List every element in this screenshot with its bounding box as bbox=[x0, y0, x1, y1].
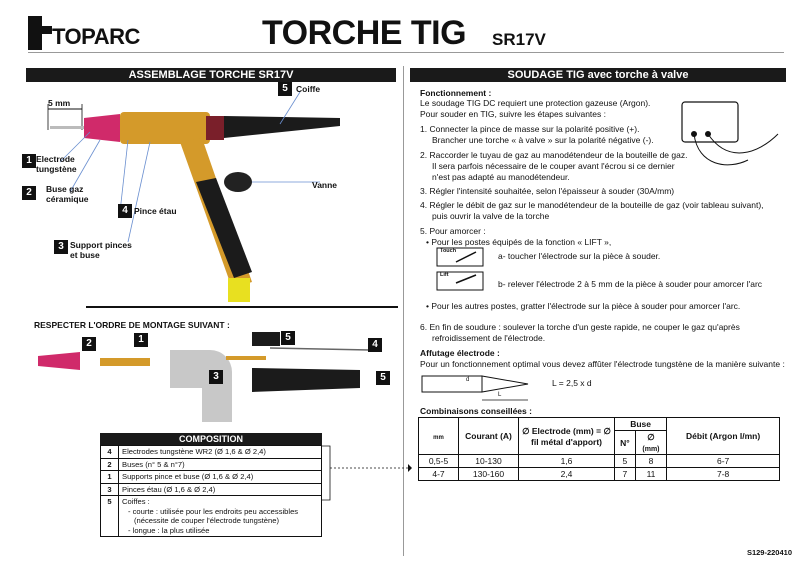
collet-part bbox=[226, 356, 266, 360]
sharpening-formula: L = 2,5 x d bbox=[552, 378, 592, 388]
step-1a: 1. Connecter la pince de masse sur la polarité positive (+). bbox=[420, 124, 640, 134]
brand-name: TOPARC bbox=[52, 24, 140, 49]
page-title: TORCHE TIG bbox=[262, 14, 467, 52]
step-5-other: • Pour les autres postes, gratter l'électrode sur la pièce à souder pour amorcer l'arc. bbox=[426, 301, 741, 311]
left-section-header: ASSEMBLAGE TORCHE SR17V bbox=[26, 68, 396, 82]
number-badge-2: 2 bbox=[22, 186, 36, 200]
nozzle-graphic bbox=[84, 114, 120, 142]
step-2a: 2. Raccorder le tuyau de gaz au manodétendeur de la bouteille de gaz. bbox=[420, 150, 688, 160]
step-5: 5. Pour amorcer : bbox=[420, 226, 486, 236]
number-badge-5: 5 bbox=[278, 82, 292, 96]
table-row: 4-7 130-160 2,4 7 11 7-8 bbox=[419, 468, 780, 481]
functioning-line-2: Pour souder en TIG, suivre les étapes suivantes : bbox=[420, 109, 606, 119]
functioning-title: Fonctionnement : bbox=[420, 88, 492, 98]
composition-table bbox=[100, 445, 322, 537]
short-cap-part bbox=[252, 332, 280, 346]
lift-label: Lift bbox=[440, 272, 449, 278]
dimension-label: 5 mm bbox=[48, 98, 71, 108]
toparc-logo bbox=[28, 16, 140, 50]
order-badge-2: 2 bbox=[82, 337, 96, 351]
order-badge-5b: 5 bbox=[376, 371, 390, 385]
number-badge-1: 1 bbox=[22, 154, 36, 168]
step-4b: puis ouvrir la valve de la torche bbox=[432, 211, 550, 221]
table-row: 4 Electrodes tungstène WR2 (Ø 1,6 & Ø 2,4) bbox=[101, 446, 322, 459]
step-3: 3. Régler l'intensité souhaitée, selon l'épaisseur à souder (30A/mm) bbox=[420, 186, 675, 196]
composition-panel bbox=[100, 433, 322, 537]
step-5-lift: • Pour les postes équipés de la fonction « LIFT », bbox=[426, 237, 612, 247]
order-badge-1: 1 bbox=[134, 333, 148, 347]
sharpening-title: Affutage électrode : bbox=[420, 348, 500, 358]
functioning-line-1: Le soudage TIG DC requiert une protection gazeuse (Argon). bbox=[420, 98, 651, 108]
valve-knob bbox=[224, 172, 252, 192]
step-4a: 4. Régler le débit de gaz sur le manodétendeur de la bouteille de gaz (voir tableau suivant), bbox=[420, 200, 764, 210]
sharpening-text: Pour un fonctionnement optimal vous devez affûter l'électrode tungstène de la manière suivante : bbox=[420, 359, 785, 369]
label-electrode: Electrode tungstène bbox=[36, 154, 77, 174]
nozzle-part bbox=[38, 352, 80, 370]
order-badge-5a: 5 bbox=[281, 331, 295, 345]
right-section-header: SOUDAGE TIG avec torche à valve bbox=[410, 68, 786, 82]
composition-connector bbox=[322, 440, 412, 520]
label-collet-body: Support pinces et buse bbox=[70, 240, 132, 260]
table-row: 2 Buses (n° 5 & n°7) bbox=[101, 458, 322, 471]
step-2c: n'est pas adapté au manodétendeur. bbox=[432, 172, 570, 182]
welder-connection-diagram bbox=[668, 94, 786, 174]
assembly-order-title: RESPECTER L'ORDRE DE MONTAGE SUIVANT : bbox=[34, 320, 230, 330]
torch-head-part bbox=[170, 350, 232, 422]
step-2b: Il sera parfois nécessaire de le couper avant l'écrou si ce dernier bbox=[432, 161, 675, 171]
number-badge-3: 3 bbox=[54, 240, 68, 254]
step-1b: Brancher une torche « à valve » sur la polarité négative (-). bbox=[432, 135, 654, 145]
electrode-part bbox=[270, 348, 370, 350]
col-current: Courant (A) bbox=[459, 418, 519, 455]
col-nozzle: Buse bbox=[615, 418, 667, 431]
order-badge-4: 4 bbox=[368, 338, 382, 352]
label-nozzle: Buse gaz céramique bbox=[46, 184, 89, 204]
table-row: 5 Coiffes : - courte : utilisée pour les endroits peu accessibles (nécessite de couper l'électrode tungstène) - longue : la plus utilisée bbox=[101, 496, 322, 537]
label-cap: Coiffe bbox=[296, 84, 321, 94]
number-badge-4: 4 bbox=[118, 204, 132, 218]
table-header-row: mm Courant (A) ∅ Electrode (mm) = ∅ fil métal d'apport) Buse Débit (Argon l/mn) bbox=[419, 418, 780, 431]
step-5-a: a- toucher l'électrode sur la pièce à souder. bbox=[498, 251, 661, 261]
collet-body-part bbox=[100, 358, 150, 366]
long-cap-part bbox=[252, 368, 360, 392]
combinations-title: Combinaisons conseillées : bbox=[420, 406, 532, 416]
label-collet: Pince étau bbox=[134, 206, 177, 216]
step-6a: 6. En fin de soudure : soulever la torche d'un geste rapide, ne couper le gaz qu'après bbox=[420, 322, 740, 332]
electrode-sharpening-diagram bbox=[420, 370, 540, 406]
table-header-row: N° ∅ (mm) bbox=[419, 431, 780, 455]
table-row: 3 Pinces étau (Ø 1,6 & Ø 2,4) bbox=[101, 483, 322, 496]
col-flow: Débit (Argon l/mn) bbox=[667, 418, 780, 455]
connector-graphic bbox=[228, 278, 250, 302]
electrode-graphic bbox=[50, 126, 86, 129]
combinations-table bbox=[418, 417, 780, 481]
document-reference: S129-220410 bbox=[746, 548, 792, 557]
model-label: SR17V bbox=[492, 30, 546, 49]
step-5-b: b- relever l'électrode 2 à 5 mm de la pièce à souder pour amorcer l'arc bbox=[498, 279, 763, 289]
table-row: 0,5-5 10-130 1,6 5 8 6-7 bbox=[419, 455, 780, 468]
order-badge-3: 3 bbox=[209, 370, 223, 384]
touch-label: Touch bbox=[440, 248, 457, 254]
label-valve: Vanne bbox=[312, 180, 338, 190]
col-electrode: ∅ Electrode (mm) = ∅ fil métal d'apport) bbox=[519, 418, 615, 455]
composition-header: COMPOSITION bbox=[100, 433, 322, 445]
cap-graphic bbox=[224, 116, 340, 138]
diameter-label: d bbox=[466, 377, 470, 383]
table-row: 1 Supports pince et buse (Ø 1,6 & Ø 2,4) bbox=[101, 471, 322, 484]
step-6b: refroidissement de l'électrode. bbox=[432, 333, 546, 343]
section-divider bbox=[86, 306, 398, 308]
length-label: L bbox=[498, 392, 502, 398]
